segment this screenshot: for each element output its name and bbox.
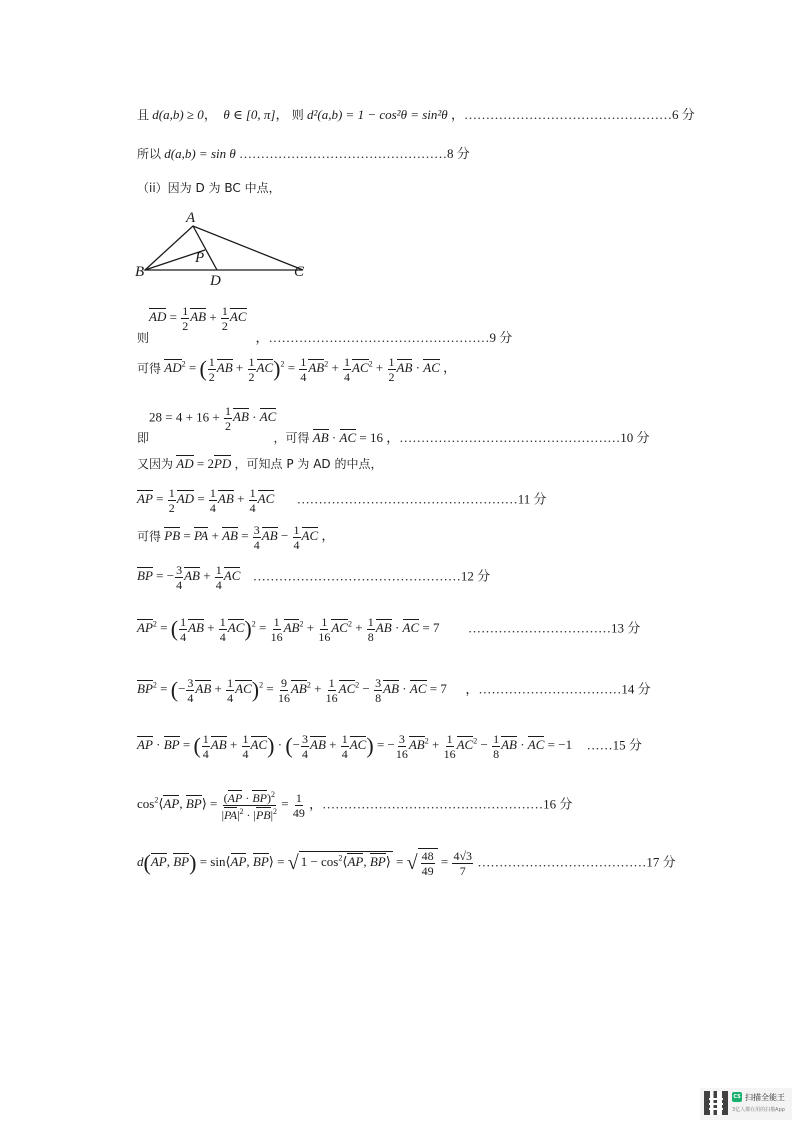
line-5-prefix: 可得 bbox=[137, 361, 162, 376]
line-12-score-dots: ，……………………………14 分 bbox=[465, 681, 651, 697]
line-2-equation: d(a,b) = sin θ bbox=[164, 146, 236, 161]
line-1: 且 d(a,b) ≥ 0， θ ∈ [0, π]， 则 d²(a,b) = 1 − cos²θ = sin²θ ，…………………………………………6 分 bbox=[137, 107, 695, 122]
qr-code-icon bbox=[704, 1091, 728, 1115]
line-10-formula: BP = − $\frac{3}{4}$ AB + $\frac{1}{4}$ AC bbox=[137, 563, 241, 592]
line-9-formula: PB = PA + AB = $\frac{3}{4}$ AB − $\frac{1}{4}$ AC ， bbox=[164, 523, 335, 552]
triangle-outline bbox=[145, 226, 303, 270]
line-1-equation: d²(a,b) = 1 − cos²θ = sin²θ bbox=[307, 107, 448, 122]
line-5-formula: $AD^2$ = ( $\frac{1}{2}$ AB + $\frac{1}{2}$ AC)$^2$ = $\frac{1}{4}$ $AB^2$ + $\frac{1}{4}$ $AC^2$ + $\frac{1}{2}$ AB · AC ， bbox=[164, 355, 457, 384]
line-1-inequality: d(a,b) ≥ 0 bbox=[152, 107, 204, 122]
line-15-formula: d(AP, BP) = sin⟨AP, BP⟩ = √ $1 - \cos^2⟨AP$, BP⟩ = √ $\frac{48}{49}$ = $\frac{4√3}{7}$ bbox=[137, 849, 473, 878]
line-1-prefix: 且 bbox=[137, 108, 150, 122]
label-a: A bbox=[186, 210, 196, 226]
line-12-formula: $BP^2$ = (− $\frac{3}{4}$ AB + $\frac{1}{4}$ AC)$^2$ = $\frac{9}{16}$ $AB^2$ + $\frac{1}{16}$ $AC^2$ − $\frac{3}{8}$ AB · AC = 7 bbox=[137, 676, 451, 705]
line-11-formula: $AP^2$ = ( $\frac{1}{4}$ AB + $\frac{1}{4}$ AC)$^2$ = $\frac{1}{16}$ $AB^2$ + $\frac{1}{16}$ $AC^2$ + $\frac{1}{8}$ AB · AC = 7 bbox=[137, 615, 443, 644]
line-4-prefix: 则 bbox=[137, 331, 150, 345]
label-d: D bbox=[210, 273, 221, 288]
line-6-prefix: 即 bbox=[137, 431, 150, 445]
camscanner-name: 扫描全能王 bbox=[745, 1093, 785, 1102]
line-8-score-dots: ……………………………………………11 分 bbox=[296, 491, 547, 507]
line-13-score-dots: ……15 分 bbox=[586, 737, 642, 753]
line-13 bbox=[137, 733, 642, 760]
label-p: P bbox=[195, 250, 205, 266]
line-15 bbox=[137, 848, 676, 877]
line-8 bbox=[137, 487, 547, 514]
line-4-formula: AD = $\frac{1}{2}$ AB + $\frac{1}{2}$ AC bbox=[149, 304, 247, 333]
camscanner-tagline: 3亿人都在用的扫描App bbox=[732, 1107, 785, 1113]
line-9 bbox=[137, 524, 334, 551]
line-15-score-dots: …………………………………17 分 bbox=[477, 854, 676, 870]
line-14-formula: $\cos^2⟨AP$, BP⟩ = $\frac{(AP \cdot BP)^2}{|PA|^2 \cdot |PB|^2}$ = $\frac{1}{49}$ bbox=[137, 790, 305, 822]
label-b: B bbox=[135, 264, 145, 280]
line-4-score-dots: ，……………………………………………9 分 bbox=[255, 330, 513, 345]
line-3-text: （ii）因为 D 为 BC 中点， bbox=[137, 181, 281, 195]
line-9-prefix: 可得 bbox=[137, 529, 162, 544]
line-2 bbox=[137, 147, 470, 160]
line-14-score-dots: ，……………………………………………16 分 bbox=[309, 796, 573, 812]
line-12 bbox=[137, 677, 651, 704]
camscanner-logo-icon: CS bbox=[733, 1094, 741, 1100]
line-14 bbox=[137, 790, 572, 821]
line-10 bbox=[137, 564, 490, 591]
line-10-score-dots: …………………………………………12 分 bbox=[252, 568, 491, 584]
camscanner-watermark bbox=[700, 1088, 792, 1120]
line-6-lhs: 28 = 4 + 16 + bbox=[149, 409, 220, 425]
line-7-mid: ，可知点 P 为 AD 的中点， bbox=[234, 457, 383, 471]
triangle-figure bbox=[135, 208, 325, 288]
line-13-formula: AP · BP = ( $\frac{1}{4}$ AB + $\frac{1}{4}$ AC) · (− $\frac{3}{4}$ AB + $\frac{1}{4}$ AC) = − $\frac{3}{16}$ $AB^2$ + $\frac{1}{16}$ $AC^2$ − $\frac{1}{8}$ AB · AC = −1 bbox=[137, 732, 576, 761]
line-6-score-dots: ，……………………………………………10 分 bbox=[386, 430, 650, 445]
line-6-mid: ，可得 bbox=[273, 431, 310, 445]
line-7-prefix: 又因为 bbox=[137, 457, 174, 471]
line-11 bbox=[137, 616, 640, 643]
line-3 bbox=[137, 182, 281, 194]
line-6-result: = 16 bbox=[359, 430, 383, 445]
line-2-prefix: 所以 bbox=[137, 147, 162, 161]
line-5 bbox=[137, 356, 456, 383]
line-8-formula: AP = $\frac{1}{2}$ AD = $\frac{1}{4}$ AB + $\frac{1}{4}$ AC bbox=[137, 486, 275, 515]
line-1-score-dots: ，…………………………………………6 分 bbox=[450, 107, 695, 122]
line-1-then: 则 bbox=[291, 108, 304, 122]
label-c: C bbox=[294, 264, 305, 280]
line-2-score-dots: …………………………………………8 分 bbox=[239, 146, 470, 161]
line-7: 又因为 AD = 2PD ，可知点 P 为 AD 的中点， bbox=[137, 456, 383, 471]
line-11-score-dots: ……………………………13 分 bbox=[468, 620, 641, 636]
line-1-theta-range: θ ∈ [0, π] bbox=[223, 107, 276, 122]
